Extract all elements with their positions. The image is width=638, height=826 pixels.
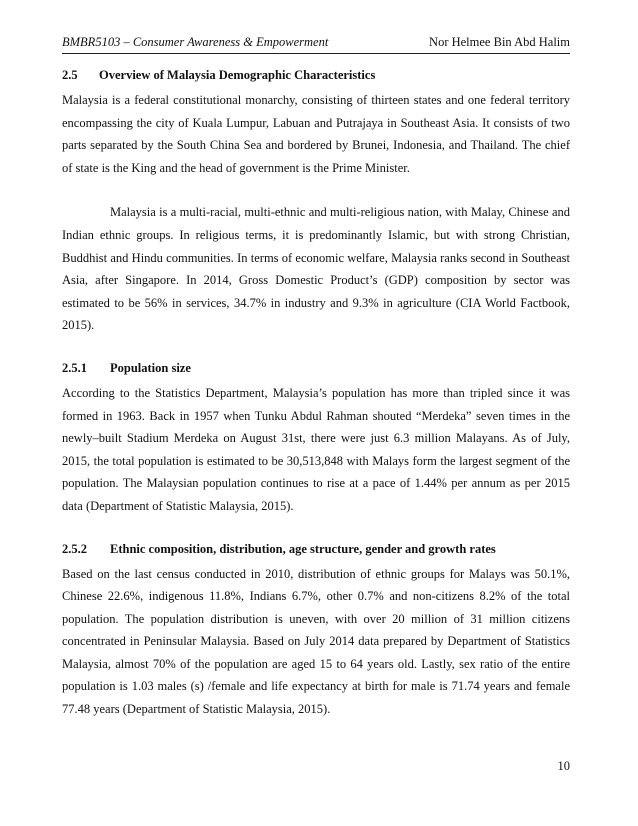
- section-number: 2.5.1: [62, 360, 87, 375]
- section-heading-2-5-1: [62, 358, 570, 379]
- section-title: Population size: [110, 360, 191, 375]
- paragraph-overview-1: Malaysia is a federal constitutional monarchy, consisting of thirteen states and one federal territory encompassing the city of Kuala Lumpur, Labuan and Putrajaya in Southeast Asia. It consists of two parts separated by the South China Sea and bordered by Brunei, Indonesia, and Thailand. The chief of state is the King and the head of government is the Prime Minister.: [62, 93, 570, 175]
- paragraph-population-size: According to the Statistics Department, Malaysia’s population has more than tripled since it was formed in 1963. Back in 1957 when Tunku Abdul Rahman shouted “Merdeka” seven times in the newly–built Stadium Merdeka on August 31st, there were just 6.3 million Malayans. As of July, 2015, the total population is estimated to be 30,513,848 with Malays form the largest segment of the population. The Malaysian population continues to rise at a pace of 1.44% per annum as per 2015 data (Department of Statistic Malaysia, 2015).: [62, 385, 570, 513]
- section-title: Overview of Malaysia Demographic Characteristics: [99, 68, 376, 82]
- section-heading-2-5-2: [62, 539, 570, 560]
- header-course-title: BMBR5103 – Consumer Awareness & Empowerment: [62, 35, 329, 49]
- page-body: [62, 65, 570, 721]
- page-number: 10: [557, 759, 570, 773]
- section-number: 2.5: [62, 68, 78, 82]
- section-title: Ethnic composition, distribution, age structure, gender and growth rates: [110, 541, 496, 556]
- paragraph-overview-2: Malaysia is a multi-racial, multi-ethnic and multi-religious nation, with Malay, Chinese and Indian ethnic groups. In religious terms, it is predominantly Islamic, but with strong Christian, Buddhist and Hindu communities. In terms of economic welfare, Malaysia ranks second in Southeast Asia, after Singapore. In 2014, Gross Domestic Product’s (GDP) composition by sector was estimated to be 56% in services, 34.7% in industry and 9.3% in agriculture (CIA World Factbook, 2015).: [62, 205, 570, 333]
- paragraph-ethnic-composition: Based on the last census conducted in 2010, distribution of ethnic groups for Malays was 50.1%, Chinese 22.6%, indigenous 11.8%, Indians 6.7%, other 0.7% and non-citizens 8.2% of the total population. The population distribution is uneven, with over 20 million of 31 million citizens concentrated in Peninsular Malaysia. Based on July 2014 data prepared by Department of Statistics Malaysia, almost 70% of the population are aged 15 to 64 years old. Lastly, sex ratio of the entire population is 1.03 males (s) /female and life expectancy at birth for male is 71.74 years and female 77.48 years (Department of Statistic Malaysia, 2015).: [62, 566, 570, 717]
- page-header: [62, 33, 570, 54]
- header-author: Nor Helmee Bin Abd Halim: [429, 35, 570, 49]
- section-number: 2.5.2: [62, 541, 87, 556]
- section-heading-2-5: [62, 65, 570, 86]
